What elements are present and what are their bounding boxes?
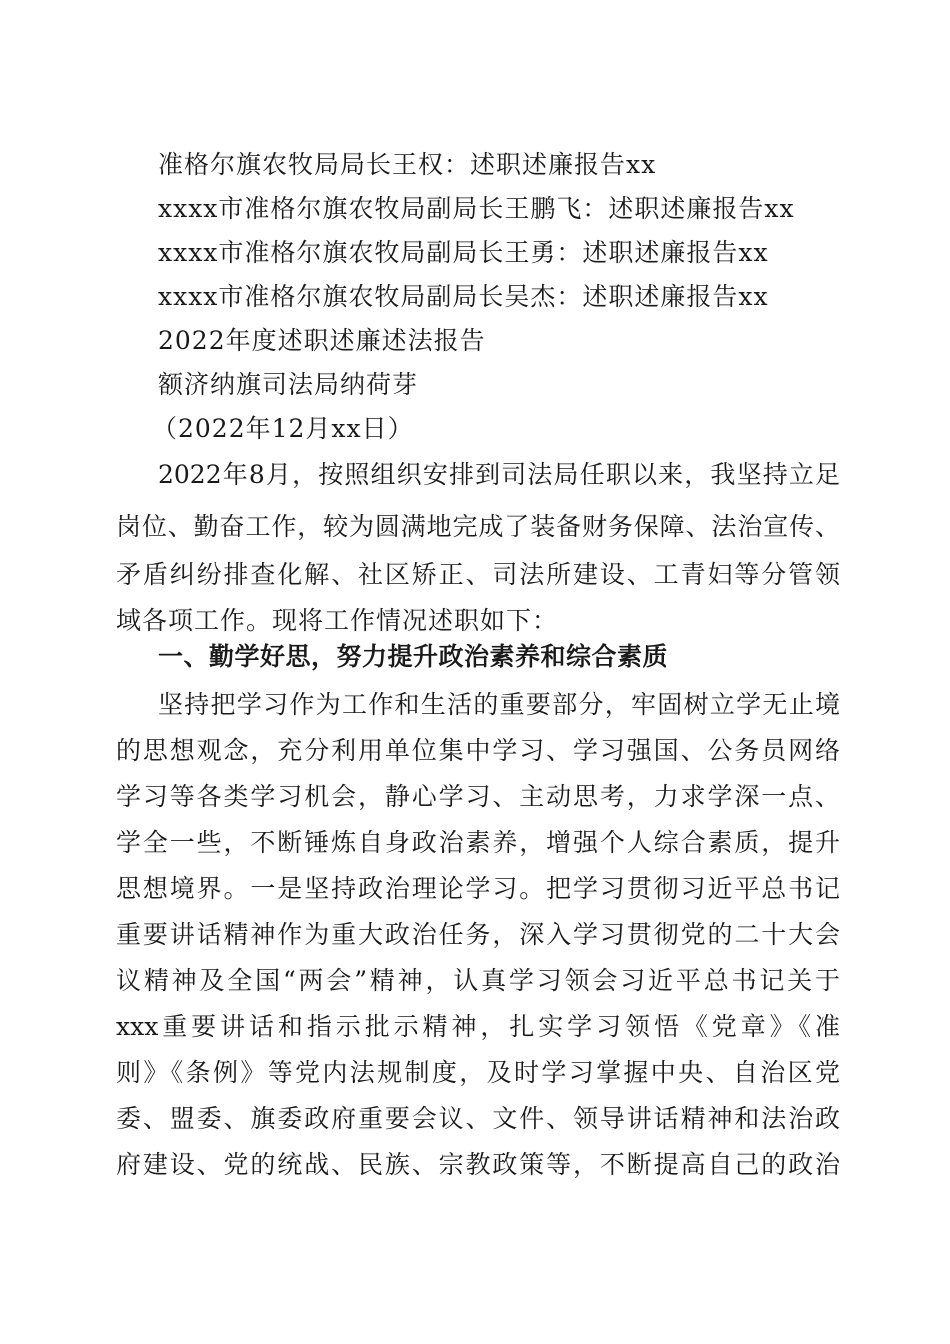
body-line-11: 府建设、党的统战、民族、宗教政策等，不断提高自己的政治 xyxy=(116,1150,840,1179)
title-line-1: 准格尔旗农牧局局长王权：述职述廉报告xx xyxy=(158,150,657,179)
title-line-3: xxxx市准格尔旗农牧局副局长王勇：述职述廉报告xx xyxy=(158,238,769,267)
section-heading: 一、勤学好思，努力提升政治素养和综合素质 xyxy=(158,642,669,671)
body-line-5: 思想境界。一是坚持政治理论学习。把学习贯彻习近平总书记 xyxy=(116,874,840,903)
body-line-10: 委、盟委、旗委政府重要会议、文件、领导讲话精神和法治政 xyxy=(116,1104,840,1133)
body-line-2: 的思想观念，充分利用单位集中学习、学习强国、公务员网络 xyxy=(116,736,840,765)
title-line-2: xxxx市准格尔旗农牧局副局长王鹏飞：述职述廉报告xx xyxy=(158,194,795,223)
body-line-7: 议精神及全国“两会”精神，认真学习领会习近平总书记关于 xyxy=(116,966,840,995)
intro-line-4: 域各项工作。现将工作情况述职如下： xyxy=(116,606,559,635)
report-author: 额济纳旗司法局纳荷芽 xyxy=(158,370,419,399)
body-line-1: 坚持把学习作为工作和生活的重要部分，牢固树立学无止境 xyxy=(158,690,840,719)
body-line-9: 则》《条例》等党内法规制度，及时学习掌握中央、自治区党 xyxy=(116,1058,840,1087)
title-line-4: xxxx市准格尔旗农牧局副局长吴杰：述职述廉报告xx xyxy=(158,282,769,311)
intro-line-2: 岗位、勤奋工作，较为圆满地完成了装备财务保障、法治宣传、 xyxy=(116,512,840,541)
report-date: （2022年12月xx日） xyxy=(152,414,414,443)
body-line-4: 学全一些，不断锤炼自身政治素养，增强个人综合素质，提升 xyxy=(116,828,840,857)
intro-line-1: 2022年8月，按照组织安排到司法局任职以来，我坚持立足 xyxy=(158,460,840,489)
body-line-6: 重要讲话精神作为重大政治任务，深入学习贯彻党的二十大会 xyxy=(116,920,840,949)
body-line-8: xxx重要讲话和指示批示精神，扎实学习领悟《党章》《准 xyxy=(116,1012,840,1041)
body-line-3: 学习等各类学习机会，静心学习、主动思考，力求学深一点、 xyxy=(116,782,840,811)
intro-line-3: 矛盾纠纷排查化解、社区矫正、司法所建设、工青妇等分管领 xyxy=(116,560,840,589)
report-title: 2022年度述职述廉述法报告 xyxy=(158,326,486,355)
